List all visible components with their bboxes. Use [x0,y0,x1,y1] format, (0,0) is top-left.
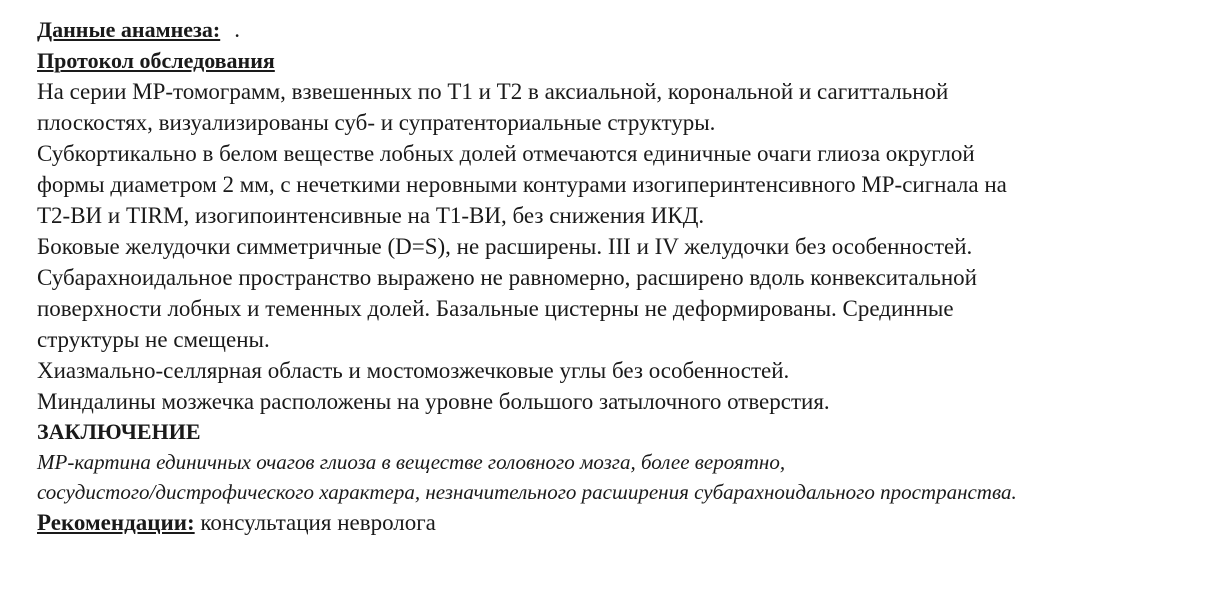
anamnesis-row [37,14,1197,45]
protocol-line: структуры не смещены. [37,327,270,352]
protocol-line: На серии МР-томограмм, взвешенных по Т1 и Т2 в аксиальной, корональной и сагиттальной [37,79,949,104]
protocol-line: Боковые желудочки симметричные (D=S), не расширены. III и IV желудочки без особенностей. [37,234,973,259]
recommendations-label: Рекомендации: [37,510,195,535]
protocol-line: плоскостях, визуализированы суб- и супратенториальные структуры. [37,110,716,135]
recommendations-value: консультация невролога [200,510,436,535]
protocol-line: Хиазмально-селлярная область и мостомозжечковые углы без особенностей. [37,358,790,383]
conclusion-heading-row [37,417,1197,447]
conclusion-line: МР-картина единичных очагов глиоза в веществе головного мозга, более вероятно, [37,450,786,474]
protocol-line: поверхности лобных и теменных долей. Базальные цистерны не деформированы. Срединные [37,296,954,321]
protocol-line: Субкортикально в белом веществе лобных долей отмечаются единичные очаги глиоза округлой [37,141,975,166]
conclusion-line: сосудистого/дистрофического характера, незначительного расширения субарахноидального пространства. [37,480,1017,504]
protocol-heading-row [37,45,1197,76]
conclusion-heading: ЗАКЛЮЧЕНИЕ [37,419,201,444]
anamnesis-label: Данные анамнеза: [37,17,221,42]
protocol-heading: Протокол обследования [37,48,275,73]
medical-report [37,14,1197,538]
protocol-line: Субарахноидальное пространство выражено не равномерно, расширено вдоль конвекситальной [37,265,977,290]
recommendations-row [37,507,1197,538]
anamnesis-value: . [234,17,240,42]
protocol-line: формы диаметром 2 мм, с нечеткими неровными контурами изогиперинтенсивного МР-сигнала на [37,172,1007,197]
protocol-line: Миндалины мозжечка расположены на уровне большого затылочного отверстия. [37,389,830,414]
protocol-line: Т2-ВИ и TIRM, изогипоинтенсивные на Т1-ВИ, без снижения ИКД. [37,203,705,228]
